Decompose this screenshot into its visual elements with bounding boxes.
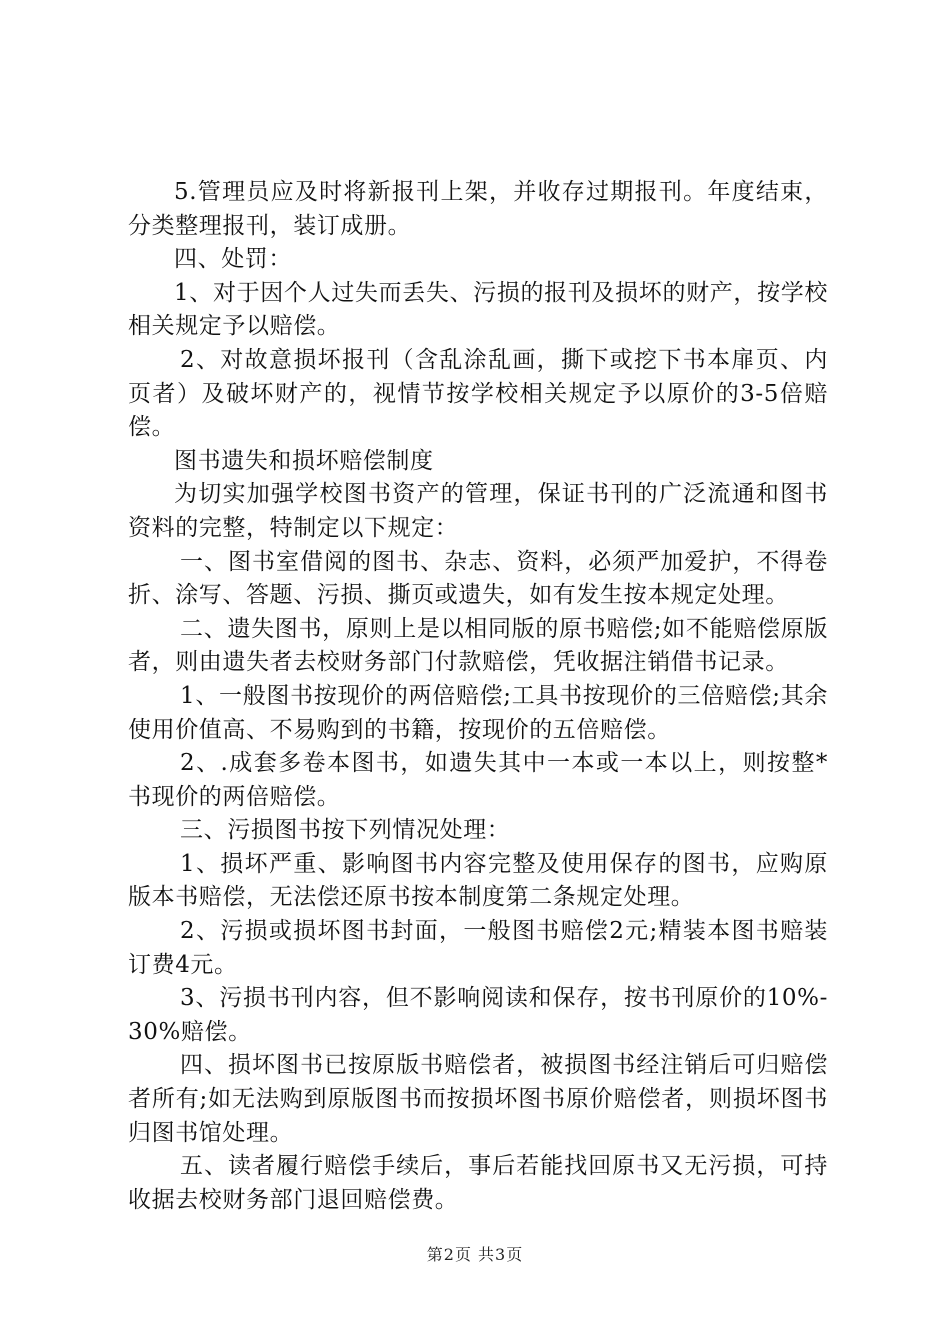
- paragraph-rule-3: 三、污损图书按下列情况处理：: [180, 817, 511, 844]
- section-title-compensation: 图书遗失和损坏赔偿制度: [174, 447, 434, 474]
- paragraph-rule-2: 二、遗失图书，原则上是以相同版的原书赔偿;如不能赔偿原版者，则由遗失者去校财务部门付款赔偿，凭收据注销借书记录。: [128, 615, 828, 676]
- document-body: [128, 176, 828, 1217]
- paragraph-rule-3-item-2: 2、污损或损坏图书封面，一般图书赔偿2元;精装本图书赔装订费4元。: [128, 918, 828, 978]
- paragraph-rule-5: 五、读者履行赔偿手续后，事后若能找回原书又无污损，可持收据去校财务部门退回赔偿费。: [128, 1153, 828, 1213]
- paragraph-rule-1: 一、图书室借阅的图书、杂志、资料，必须严加爱护，不得卷折、涂写、答题、污损、撕页或遗失，如有发生按本规定处理。: [128, 548, 828, 609]
- page-number-footer: 第2页 共3页: [426, 1245, 524, 1264]
- paragraph-rule-2-item-1: 1、一般图书按现价的两倍赔偿;工具书按现价的三倍赔偿;其余使用价值高、不易购到的书籍，按现价的五倍赔偿。: [128, 682, 828, 743]
- paragraph-penalty-1: 1、对于因个人过失而丢失、污损的报刊及损坏的财产，按学校相关规定予以赔偿。: [128, 279, 828, 340]
- paragraph-rule-4: 四、损坏图书已按原版书赔偿者，被损图书经注销后可归赔偿者所有;如无法购到原版图书而按损坏图书原价赔偿者，则损坏图书归图书馆处理。: [128, 1052, 828, 1146]
- heading-penalty: 四、处罚：: [174, 246, 292, 273]
- paragraph-rule-3-item-1: 1、损坏严重、影响图书内容完整及使用保存的图书，应购原版本书赔偿，无法偿还原书按本制度第二条规定处理。: [128, 850, 828, 911]
- paragraph-rule-3-item-3: 3、污损书刊内容，但不影响阅读和保存，按书刊原价的10%-30%赔偿。: [128, 985, 828, 1045]
- paragraph-rule-2-item-2: 2、.成套多卷本图书，如遗失其中一本或一本以上，则按整*书现价的两倍赔偿。: [128, 750, 828, 810]
- paragraph-penalty-2: 2、对故意损坏报刊（含乱涂乱画，撕下或挖下书本扉页、内页者）及破坏财产的，视情节按学校相关规定予以原价的3-5倍赔偿。: [128, 346, 828, 441]
- paragraph-librarian-duty: 5.管理员应及时将新报刊上架，并收存过期报刊。年度结束，分类整理报刊，装订成册。: [128, 179, 828, 239]
- paragraph-intro: 为切实加强学校图书资产的管理，保证书刊的广泛流通和图书资料的完整，特制定以下规定：: [128, 481, 828, 541]
